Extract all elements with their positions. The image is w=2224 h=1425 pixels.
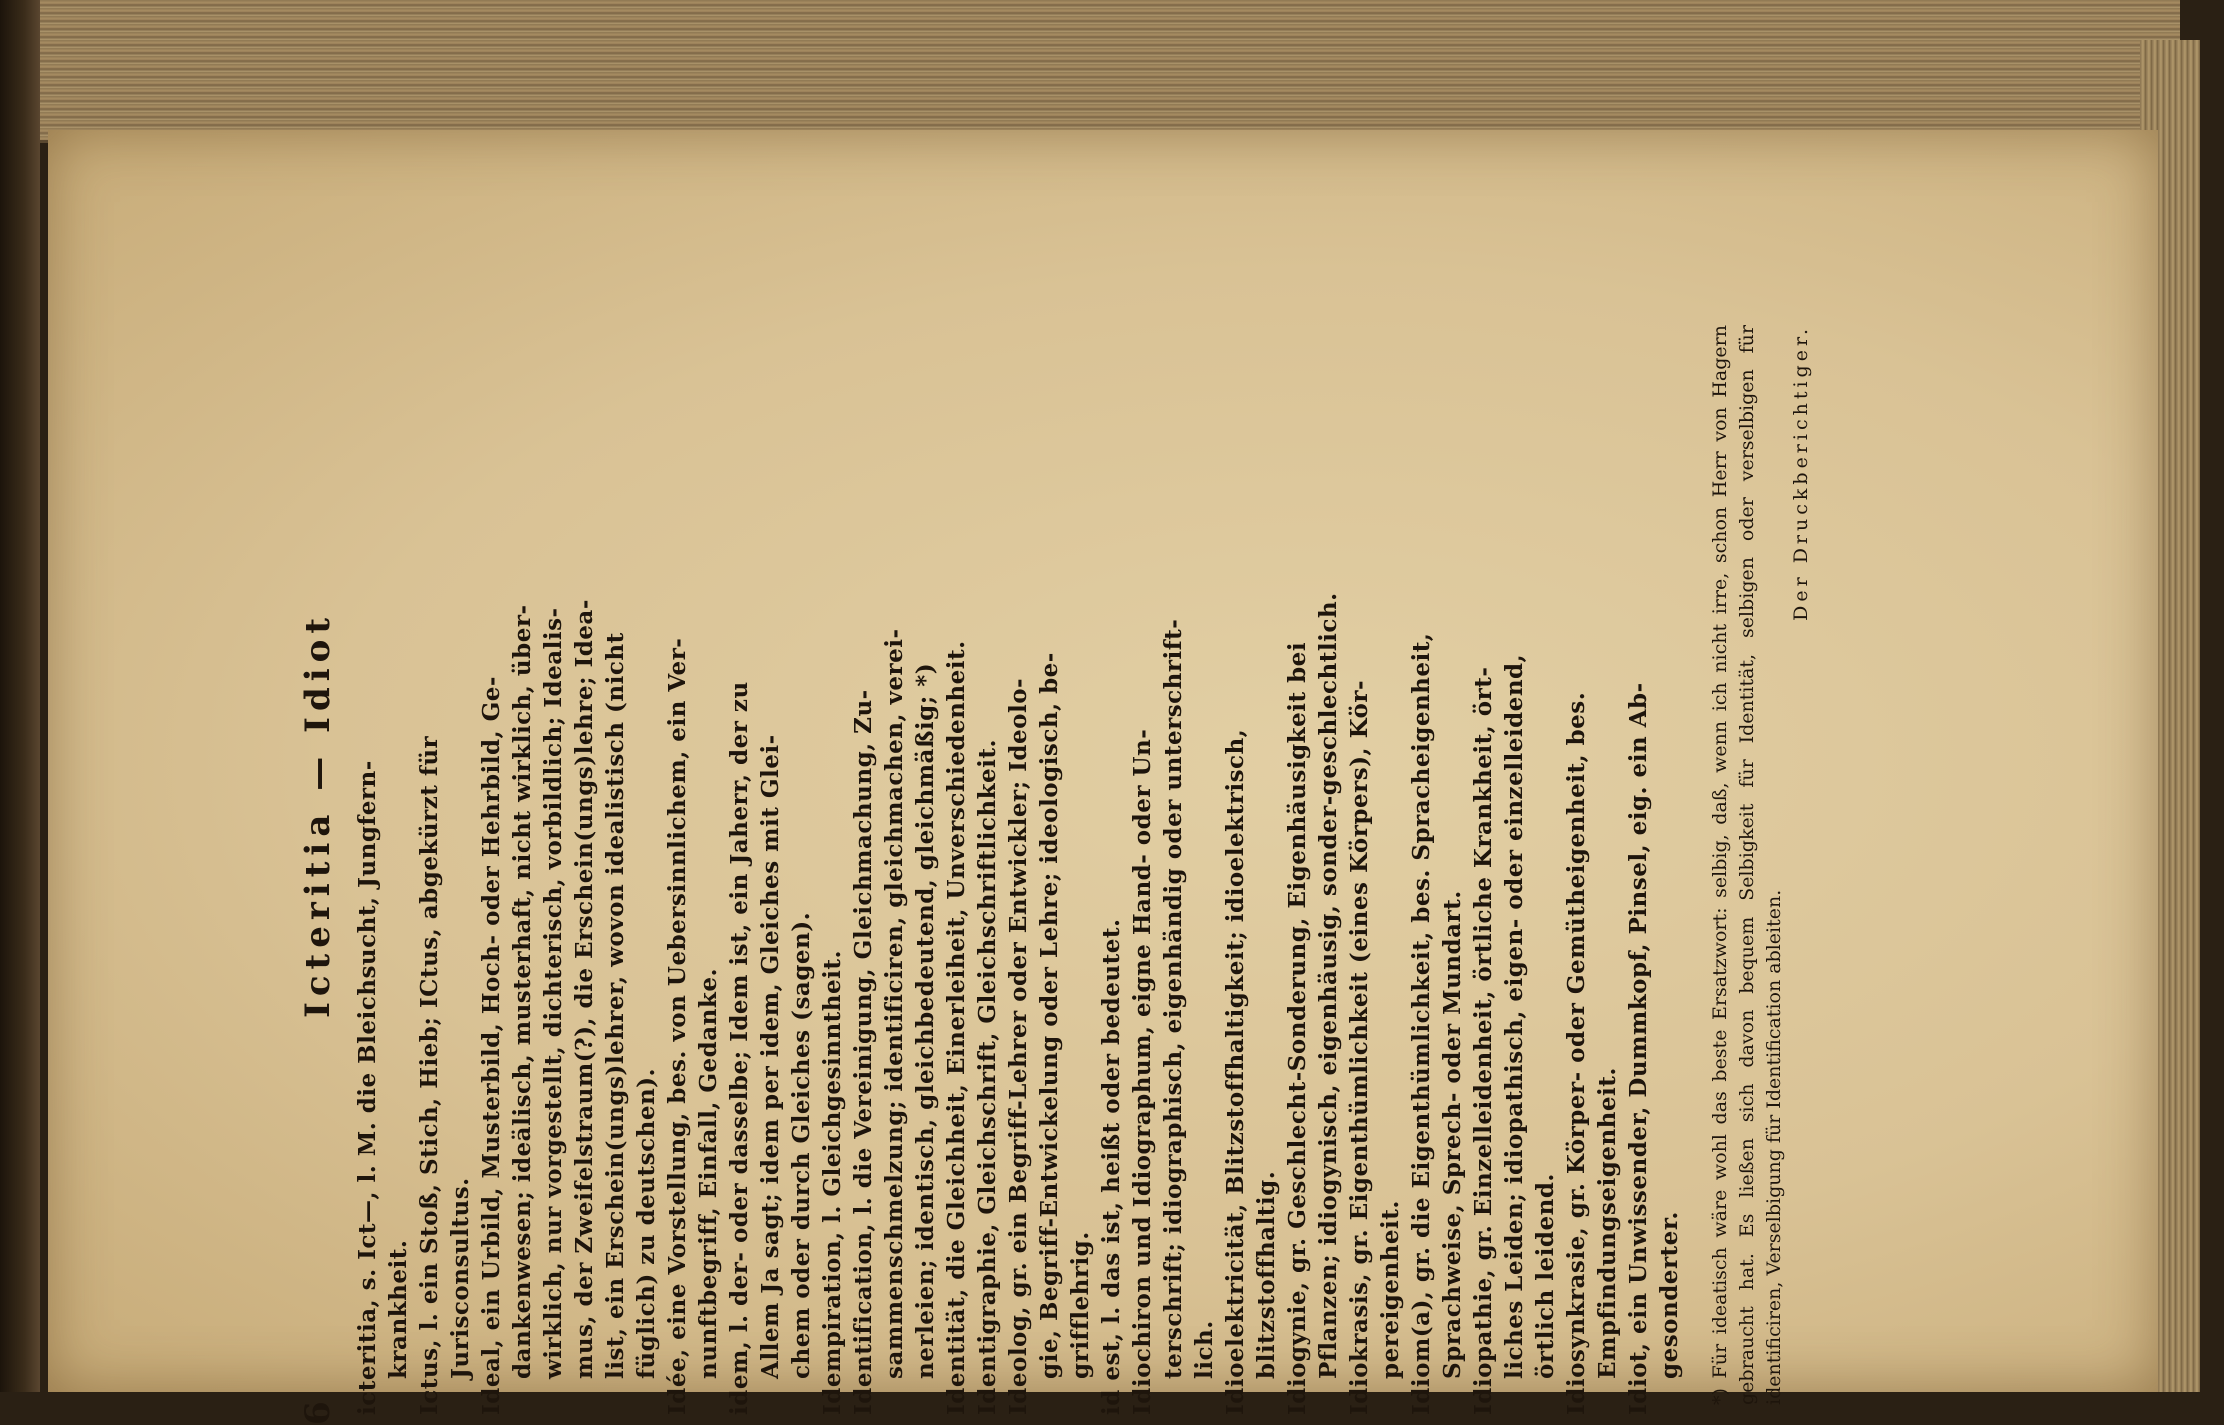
entry-line: nunftbegriff, Einfall, Gedanke.	[695, 968, 722, 1379]
entry-line: id est, l. das ist, heißt oder bedeutet.	[1098, 918, 1125, 1415]
entry-line: wirklich, nur vorgestellt, dichterisch, vorbildlich; Idealis-	[540, 607, 567, 1379]
entry-line: idem, l. der- oder dasselbe; Idem ist, ein Jaherr, der zu	[726, 681, 753, 1415]
entry-line: Idempiration, l. Gleichgesinntheit.	[819, 949, 846, 1415]
entry-line: mus, der Zweifelstraum(?), die Erschein(ungs)lehre; Idea-	[571, 599, 598, 1379]
entry-line: Idiogynie, gr. Geschlecht-Sonderung, Eigenhäusigkeit bei	[1284, 641, 1311, 1415]
entry-line: liches Leiden; idiopathisch, eigen- oder einzelleidend,	[1501, 653, 1528, 1379]
entry-line: Idiosynkrasie, gr. Körper- oder Gemütheigenheit, bes.	[1563, 691, 1590, 1415]
entry-line: Empfindungseigenheit.	[1594, 1067, 1621, 1379]
entry-line: sammenschmelzung; identificiren, gleichmachen, verei-	[881, 628, 908, 1379]
entry-line: Idioelektricität, Blitzstoffhaltigkeit; idioelektrisch,	[1222, 728, 1249, 1415]
catchword: Der Druckberichtiger.	[1790, 325, 1812, 621]
entry-line: Idiot, ein Unwissender, Dummkopf, Pinsel, eig. ein Ab-	[1625, 682, 1652, 1415]
entry-line: gesonderter.	[1656, 1211, 1683, 1379]
footnote: *) Für ideatisch wäre wohl das beste Ersatzwort: selbig, daß, wenn ich nicht irre, schon Herr von Hagern gebraucht hat. Es ließen sich davon bequem Selbigkeit für Identität, selbigen oder verselbigen für identificiren, Verselbigung für Identification ableiten.	[1709, 325, 1785, 1405]
page-number: 6	[298, 1395, 338, 1425]
dictionary-entries	[348, 325, 1685, 1425]
entry-line: gie, Begriff-Entwickelung oder Lehre; ideologisch, be-	[1036, 652, 1063, 1379]
entry-line: Identigraphie, Gleichschrift, Gleichschriftlichkeit.	[974, 738, 1001, 1415]
page-header	[288, 325, 348, 1425]
entry-line: Pflanzen; idiogynisch, eigenhäusig, sonder-geschlechtlich.	[1315, 592, 1342, 1379]
entry-line: terschrift; idiographisch, eigenhändig oder unterschrift-	[1160, 618, 1187, 1379]
entry-line: Idiom(a), gr. die Eigenthümlichkeit, bes. Spracheigenheit,	[1408, 632, 1435, 1415]
entry-line: list, ein Erschein(ungs)lehrer, wovon idealistisch (nicht	[602, 632, 629, 1379]
entry-line: Ideal, ein Urbild, Musterbild, Hoch- oder Hehrbild, Ge-	[478, 676, 505, 1415]
entry-line: Ideolog, gr. ein Begriff-Lehrer oder Entwickler; Ideolo-	[1005, 677, 1032, 1415]
entry-line: Idiochiron und Idiographum, eigne Hand- oder Un-	[1129, 728, 1156, 1415]
entry-line: Identification, l. die Vereinigung, Gleichmachung, Zu-	[850, 689, 877, 1415]
entry-line: dankenwesen; ideälisch, musterhaft, nicht wirklich, über-	[509, 604, 536, 1379]
entry-line: füglich) zu deutschen).	[633, 1067, 660, 1379]
rotated-text-block	[288, 325, 1848, 1425]
entry-line: Jurisconsultus.	[447, 1177, 474, 1379]
entry-line: krankheit.	[385, 1239, 412, 1379]
entry-line: Idiokrasis, gr. Eigenthümlichkeit (eines Körpers), Kör-	[1346, 679, 1373, 1415]
running-head: Icteritia — Idiot	[298, 611, 338, 1019]
entry-line: Idée, eine Vorstellung, bes. von Uebersinnlichem, ein Ver-	[664, 637, 691, 1415]
entry-line: pereigenheit.	[1377, 1200, 1404, 1379]
entry-line: chem oder durch Gleiches (sagen).	[788, 911, 815, 1379]
page-edges-top	[40, 0, 2180, 143]
entry-line: Idiopathie, gr. Einzelleidenheit, örtliche Krankheit, ört-	[1470, 666, 1497, 1415]
entry-line: Identität, die Gleichheit, Einerleiheit, Unverschiedenheit.	[943, 640, 970, 1415]
entry-line: grifflehrig.	[1067, 1231, 1094, 1379]
entry-line: örtlich leidend.	[1532, 1173, 1559, 1379]
entry-line: nerleien; identisch, gleichbedeutend, gleichmäßig; *)	[912, 662, 939, 1379]
book-binding	[0, 0, 40, 1392]
entry-line: Allem Ja sagt; idem per idem, Gleiches mit Glei-	[757, 734, 784, 1379]
entry-line: Sprachweise, Sprech- oder Mundart.	[1439, 890, 1466, 1379]
entry-line: lich.	[1191, 1320, 1218, 1379]
entry-line: icteritia, s. Ict—, l. M. die Bleichsucht, Jungfern-	[354, 760, 381, 1415]
book-page	[48, 130, 2158, 1425]
entry-line: Ictus, l. ein Stoß, Stich, Hieb; ICtus, abgekürzt für	[416, 735, 443, 1415]
entry-line: blitzstoffhaltig.	[1253, 1170, 1280, 1379]
